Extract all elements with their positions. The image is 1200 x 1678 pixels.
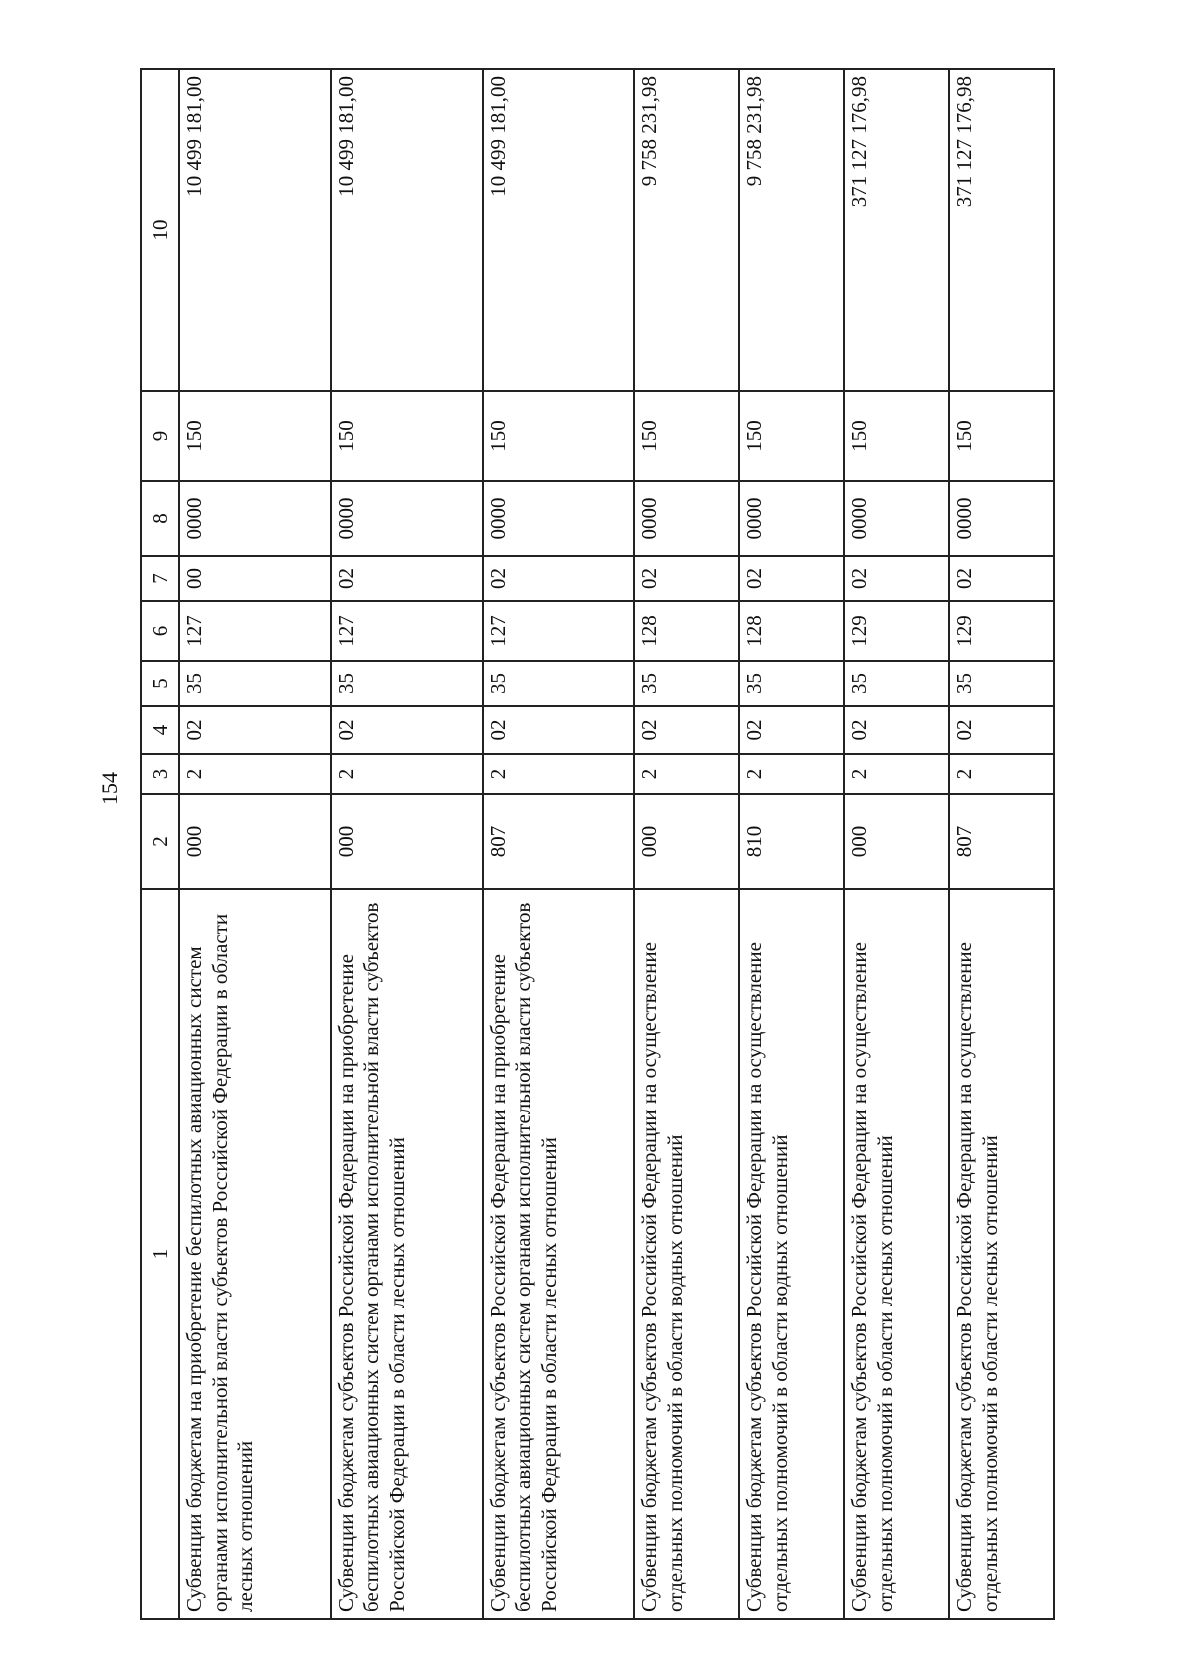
code-cell: 2 xyxy=(331,754,483,794)
column-header: 3 xyxy=(141,754,179,794)
column-header: 5 xyxy=(141,661,179,706)
code-cell: 127 xyxy=(483,601,635,661)
code-cell: 02 xyxy=(634,556,739,601)
code-cell: 02 xyxy=(739,706,844,754)
code-cell: 0000 xyxy=(331,481,483,556)
code-cell: 02 xyxy=(483,556,635,601)
code-cell: 128 xyxy=(634,601,739,661)
code-cell: 0000 xyxy=(483,481,635,556)
table-row xyxy=(331,69,483,1619)
code-cell: 35 xyxy=(844,661,949,706)
column-header: 4 xyxy=(141,706,179,754)
table-row xyxy=(844,69,949,1619)
code-cell: 2 xyxy=(634,754,739,794)
column-header: 6 xyxy=(141,601,179,661)
amount-cell: 10 499 181,00 xyxy=(179,69,331,391)
code-cell: 150 xyxy=(634,391,739,481)
code-cell: 02 xyxy=(844,706,949,754)
code-cell: 150 xyxy=(483,391,635,481)
code-cell: 807 xyxy=(949,794,1054,889)
code-cell: 02 xyxy=(634,706,739,754)
code-cell: 0000 xyxy=(634,481,739,556)
code-cell: 02 xyxy=(949,556,1054,601)
amount-cell: 10 499 181,00 xyxy=(331,69,483,391)
code-cell: 0000 xyxy=(739,481,844,556)
column-header: 9 xyxy=(141,391,179,481)
table-row xyxy=(739,69,844,1619)
code-cell: 02 xyxy=(483,706,635,754)
code-cell: 02 xyxy=(331,706,483,754)
row-description: Субвенции бюджетам субъектов Российской Федерации на осуществление отдельных полномочий в области водных отношений xyxy=(739,889,844,1619)
code-cell: 0000 xyxy=(179,481,331,556)
code-cell: 2 xyxy=(483,754,635,794)
amount-cell: 371 127 176,98 xyxy=(844,69,949,391)
code-cell: 150 xyxy=(331,391,483,481)
code-cell: 35 xyxy=(949,661,1054,706)
column-header: 7 xyxy=(141,556,179,601)
code-cell: 000 xyxy=(179,794,331,889)
code-cell: 35 xyxy=(634,661,739,706)
column-header: 2 xyxy=(141,794,179,889)
amount-cell: 9 758 231,98 xyxy=(634,69,739,391)
table-header-row xyxy=(141,69,179,1619)
code-cell: 35 xyxy=(331,661,483,706)
page-number: 154 xyxy=(97,772,122,805)
code-cell: 128 xyxy=(739,601,844,661)
code-cell: 810 xyxy=(739,794,844,889)
code-cell: 0000 xyxy=(949,481,1054,556)
table-row xyxy=(949,69,1054,1619)
code-cell: 150 xyxy=(179,391,331,481)
column-header: 1 xyxy=(141,889,179,1619)
row-description: Субвенции бюджетам субъектов Российской Федерации на осуществление отдельных полномочий в области лесных отношений xyxy=(844,889,949,1619)
code-cell: 2 xyxy=(179,754,331,794)
code-cell: 2 xyxy=(844,754,949,794)
row-description: Субвенции бюджетам субъектов Российской Федерации на осуществление отдельных полномочий в области лесных отношений xyxy=(949,889,1054,1619)
code-cell: 129 xyxy=(949,601,1054,661)
code-cell: 2 xyxy=(949,754,1054,794)
code-cell: 2 xyxy=(739,754,844,794)
code-cell: 35 xyxy=(739,661,844,706)
table-row xyxy=(483,69,635,1619)
code-cell: 150 xyxy=(844,391,949,481)
column-header: 10 xyxy=(141,69,179,391)
row-description: Субвенции бюджетам на приобретение беспилотных авиационных систем органами исполнительной власти субъектов Российской Федерации в области лесных отношений xyxy=(179,889,331,1619)
code-cell: 02 xyxy=(739,556,844,601)
code-cell: 000 xyxy=(634,794,739,889)
column-header: 8 xyxy=(141,481,179,556)
row-description: Субвенции бюджетам субъектов Российской Федерации на приобретение беспилотных авиационных систем органами исполнительной власти субъектов Российской Федерации в области лесных отношений xyxy=(483,889,635,1619)
row-description: Субвенции бюджетам субъектов Российской Федерации на осуществление отдельных полномочий в области водных отношений xyxy=(634,889,739,1619)
code-cell: 127 xyxy=(179,601,331,661)
code-cell: 150 xyxy=(949,391,1054,481)
code-cell: 127 xyxy=(331,601,483,661)
code-cell: 02 xyxy=(949,706,1054,754)
budget-table xyxy=(140,68,1055,1620)
code-cell: 000 xyxy=(331,794,483,889)
row-description: Субвенции бюджетам субъектов Российской Федерации на приобретение беспилотных авиационных систем органами исполнительной власти субъектов Российской Федерации в области лесных отношений xyxy=(331,889,483,1619)
table-row xyxy=(634,69,739,1619)
code-cell: 150 xyxy=(739,391,844,481)
code-cell: 02 xyxy=(331,556,483,601)
code-cell: 02 xyxy=(844,556,949,601)
code-cell: 00 xyxy=(179,556,331,601)
code-cell: 35 xyxy=(179,661,331,706)
amount-cell: 10 499 181,00 xyxy=(483,69,635,391)
code-cell: 807 xyxy=(483,794,635,889)
code-cell: 35 xyxy=(483,661,635,706)
amount-cell: 9 758 231,98 xyxy=(739,69,844,391)
table-row xyxy=(179,69,331,1619)
code-cell: 02 xyxy=(179,706,331,754)
code-cell: 000 xyxy=(844,794,949,889)
amount-cell: 371 127 176,98 xyxy=(949,69,1054,391)
rotated-table-container xyxy=(140,70,1055,1620)
code-cell: 0000 xyxy=(844,481,949,556)
code-cell: 129 xyxy=(844,601,949,661)
